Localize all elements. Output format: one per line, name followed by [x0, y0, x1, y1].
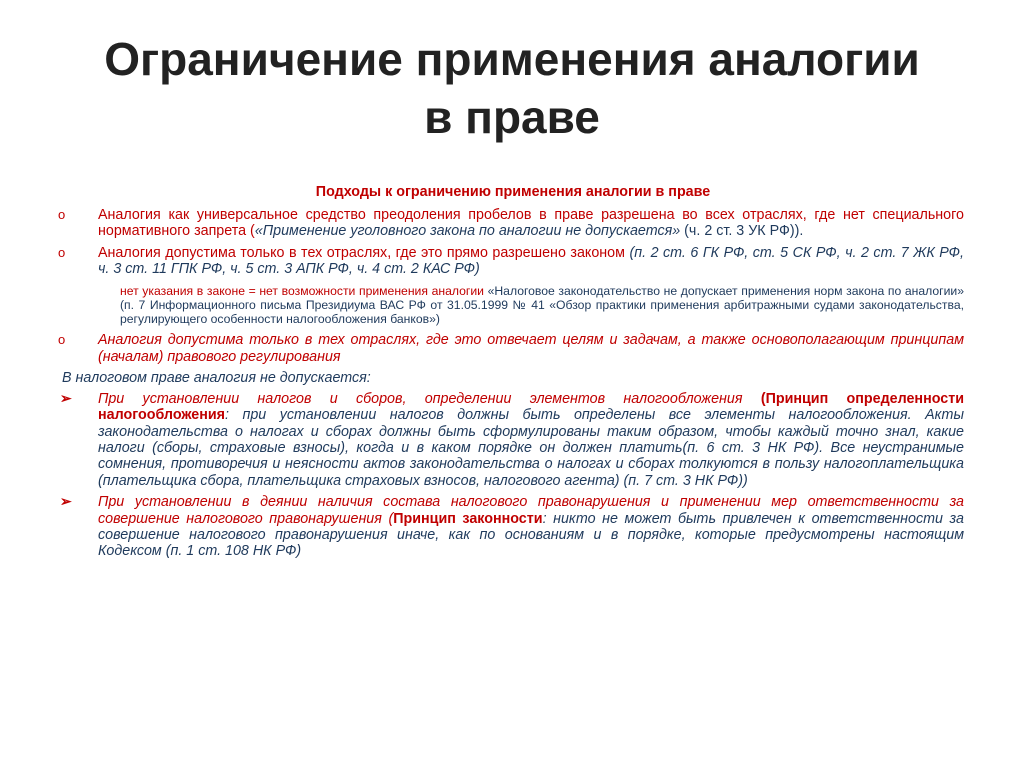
- section-heading: Подходы к ограничению применения аналогии в праве: [315, 184, 711, 200]
- title-line-1: Ограничение применения аналогии: [104, 33, 920, 85]
- approach-1-text: Аналогия как универсальное средство преодоления пробелов в праве разрешена во всех отраслях, где нет специального нормативного запрета (: [98, 206, 964, 240]
- arrow-bullet-icon: ➢: [60, 389, 72, 406]
- arrow-bullet-icon: ➢: [60, 493, 72, 510]
- tax-2-red: При установлении в деянии наличия состава налогового правонарушения и применении мер ответственности за совершение налогового правонарушения (: [98, 494, 964, 527]
- circle-bullet-icon: o: [58, 244, 66, 260]
- tax-1-principle: (Принцип определенности налогообложения: [98, 390, 964, 424]
- approach-2-subnote: [62, 284, 964, 326]
- circle-bullet-icon: o: [58, 331, 66, 347]
- approach-2-text: Аналогия допустима только в тех отраслях, где это прямо разрешено законом: [98, 244, 630, 261]
- approach-item-2: [58, 244, 965, 278]
- slide-title: [40, 30, 984, 146]
- approach-3-text: Аналогия допустима только в тех отраслях, где это отвечает целям и задачам, а также основополагающим принципам (началам) правового регулирования: [98, 331, 964, 365]
- tax-2-text: : никто не может быть привлечен к ответственности за совершение налогового правонарушения иначе, как по основаниям и в порядке, которые предусмотрены настоящим Кодексом (п. 1 ст. 108 НК РФ): [98, 510, 964, 560]
- tax-1-red: При установлении налогов и сборов, определении элементов налогообложения: [98, 390, 761, 407]
- tax-heading: В налоговом праве аналогия не допускается:: [62, 370, 371, 387]
- approach-item-1: [58, 206, 964, 240]
- approach-1-ref: (ч. 2 ст. 3 УК РФ)).: [680, 223, 804, 240]
- tax-item-2: [62, 494, 964, 560]
- tax-2-principle: Принцип законности: [393, 510, 543, 527]
- slide-content: [58, 184, 965, 565]
- approach-1-quote: «Применение уголовного закона по аналогии не допускается»: [254, 223, 681, 240]
- subnote-text: «Налоговое законодательство не допускает применения норм закона по аналогии» (п. 7 Информационного письма Президиума ВАС РФ от 31.05.1999 № 41 «Обзор практики применения арбитражными судами законодательства, регулирующего особенности налогообложения банков»): [120, 283, 964, 326]
- subnote-red: нет указания в законе = нет возможности применения аналогии: [120, 283, 484, 298]
- title-line-2: в праве: [424, 91, 600, 143]
- approach-2-refs: (п. 2 ст. 6 ГК РФ, ст. 5 СК РФ, ч. 2 ст. 7 ЖК РФ, ч. 3 ст. 11 ГПК РФ, ч. 5 ст. 3 АПК РФ, ч. 4 ст. 2 КАС РФ): [98, 244, 965, 278]
- approach-item-3: [58, 331, 964, 365]
- circle-bullet-icon: o: [58, 206, 66, 222]
- tax-1-text: : при установлении налогов должны быть определены все элементы налогообложения. Акты законодательства о налогах и сборах должны быть сформулированы таким образом, чтобы каждый точно знал, какие налоги (сборы, страховые взносы), когда и в каком порядке он должен платить(п. 6 ст. 3 НК РФ). Все неустранимые сомнения, противоречия и неясности актов законодательства о налогах и сборах толкуются в пользу налогоплательщика (плательщика сбора, плательщика страховых взносов, налогового агента) (п. 7 ст. 3 НК РФ)): [98, 407, 964, 489]
- tax-item-1: [62, 391, 964, 489]
